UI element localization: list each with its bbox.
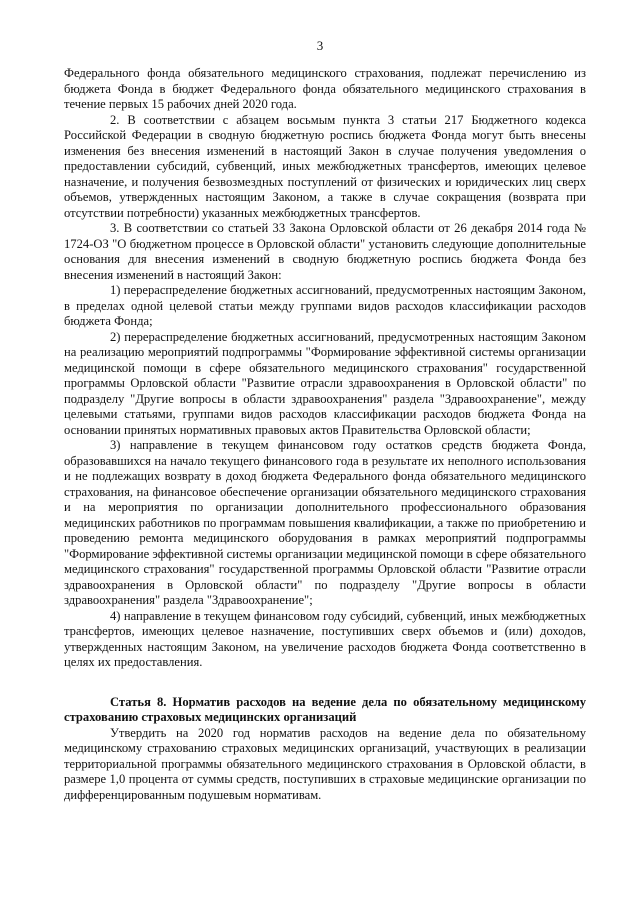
paragraph-item-1: 1) перераспределение бюджетных ассигнований, предусмотренных настоящим Законом, в пределах одной целевой статьи между группами видов расходов классификации расходов бюджета Фонда;: [64, 283, 586, 328]
paragraph-continuation: Федерального фонда обязательного медицинского страхования, подлежат перечислению из бюджета Фонда в бюджет Федерального фонда обязательного медицинского страхования в течение первых 15 рабочих дней 2020 года.: [64, 66, 586, 111]
paragraph-clause-2: 2. В соответствии с абзацем восьмым пункта 3 статьи 217 Бюджетного кодекса Российской Федерации в сводную бюджетную роспись бюджета Фонда могут быть внесены изменения без внесения изменений в настоящий Закон в случае получения уведомления о предоставлении субсидий, субвенций, иных межбюджетных трансфертов, имеющих целевое назначение, и получения безвозмездных поступлений от физических и юридических лиц сверх объемов, утвержденных настоящим Законом, а также в случае сокращения (возврата при отсутствии потребности) указанных межбюджетных трансфертов.: [64, 112, 586, 220]
page-number: 3: [316, 38, 324, 53]
paragraph-item-2: 2) перераспределение бюджетных ассигнований, предусмотренных настоящим Законом на реализацию мероприятий подпрограммы "Формирование эффективной системы организации медицинской помощи в сфере обязательного медицинского страхования" государственной программы Орловской области "Развитие отрасли здравоохранения в Орловской области" по подразделу "Другие вопросы в области здравоохранения" раздела "Здравоохранение", между целевыми статьями, группами видов расходов классификации расходов бюджета Фонда на основании принятых нормативных правовых актов Правительства Орловской области;: [64, 329, 586, 437]
paragraph-item-3: 3) направление в текущем финансовом году остатков средств бюджета Фонда, образовавшихся на начало текущего финансового года в результате их неполного использования и не подлежащих возврату в доход бюджета Федерального фонда обязательного медицинского страхования, на финансовое обеспечение организации обязательного медицинского страхования и на мероприятия по организации дополнительного профессионального образования медицинских работников по программам повышения квалификации, а также по приобретению и проведению ремонта медицинского оборудования в рамках мероприятий подпрограммы "Формирование эффективной системы организации медицинской помощи в сфере обязательного медицинского страхования" государственной программы Орловской области "Развитие отрасли здравоохранения в Орловской области" по подразделу "Другие вопросы в области здравоохранения" раздела "Здравоохранение";: [64, 438, 586, 607]
paragraph-item-4: 4) направление в текущем финансовом году субсидий, субвенций, иных межбюджетных трансфертов, имеющих целевое назначение, поступивших сверх объемов и (или) доходов, утвержденных настоящим Законом, на увеличение расходов бюджета Фонда соответственно в целях их предоставления.: [64, 608, 586, 669]
article-8-heading: Статья 8. Норматив расходов на ведение дела по обязательному медицинскому страхованию страховых медицинских организаций: [64, 694, 586, 724]
article-8-paragraph: Утвердить на 2020 год норматив расходов на ведение дела по обязательному медицинскому страхованию страховых медицинских организаций, участвующих в реализации территориальной программы обязательного медицинского страхования в Орловской области, в размере 1,0 процента от суммы средств, поступивших в страховые медицинские организации по дифференцированным подушевым нормативам.: [64, 725, 586, 802]
document-body: [64, 66, 586, 803]
paragraph-clause-3: 3. В соответствии со статьей 33 Закона Орловской области от 26 декабря 2014 года № 1724-ОЗ "О бюджетном процессе в Орловской области" установить следующие дополнительные основания для внесения изменений в сводную бюджетную роспись бюджета Фонда без внесения изменений в настоящий Закон:: [64, 221, 586, 282]
